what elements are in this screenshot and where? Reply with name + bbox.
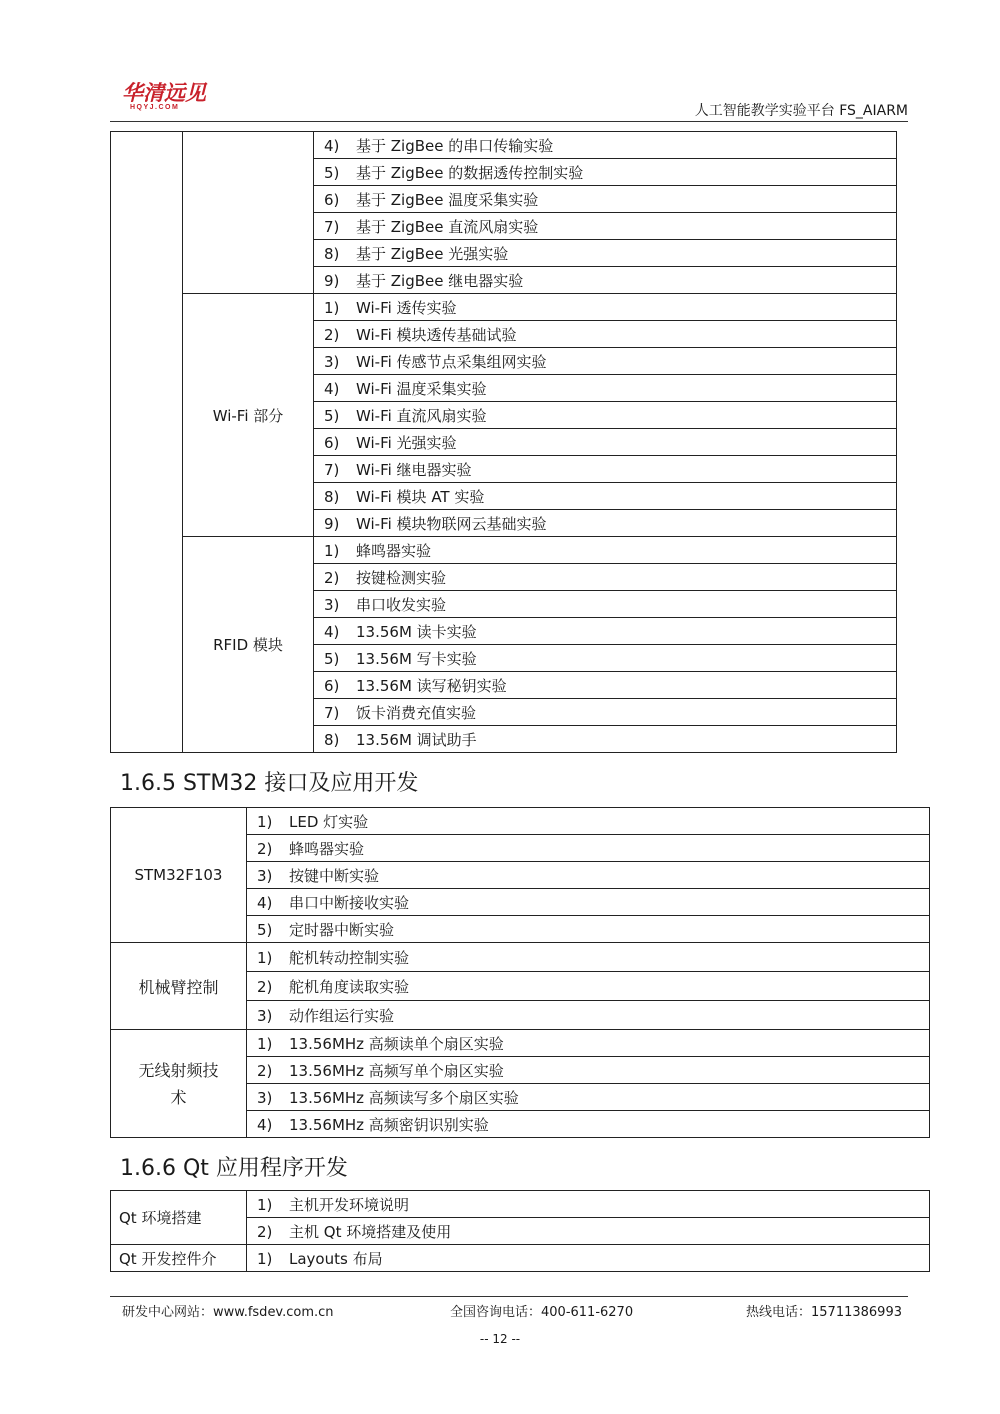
list-item: 4) 13.56MHz 高频密钥识别实验 xyxy=(247,1111,930,1138)
header-divider xyxy=(110,121,908,122)
zigbee-category-cell xyxy=(183,132,314,294)
list-item: 7) 基于 ZigBee 直流风扇实验 xyxy=(314,213,897,240)
footer-website: 研发中心网站：www.fsdev.com.cn xyxy=(122,1305,334,1320)
header-title: 人工智能教学实验平台 FS_AIARM xyxy=(694,103,908,119)
list-item: 1) 13.56MHz 高频读单个扇区实验 xyxy=(247,1030,930,1057)
list-item: 6) 13.56M 读写秘钥实验 xyxy=(314,672,897,699)
qt-experiment-table xyxy=(110,1190,930,1272)
list-item: 1) 蜂鸣器实验 xyxy=(314,537,897,564)
list-item: 1) LED 灯实验 xyxy=(247,808,930,835)
list-item: 6) Wi-Fi 光强实验 xyxy=(314,429,897,456)
rfid-category-label: RFID 模块 xyxy=(183,537,314,753)
wifi-category-label: Wi-Fi 部分 xyxy=(183,294,314,537)
list-item: 5) 13.56M 写卡实验 xyxy=(314,645,897,672)
list-item: 4) Wi-Fi 温度采集实验 xyxy=(314,375,897,402)
table1-left-empty-cell xyxy=(111,132,183,753)
list-item: 2) 13.56MHz 高频写单个扇区实验 xyxy=(247,1057,930,1084)
list-item: 8) 13.56M 调试助手 xyxy=(314,726,897,753)
list-item: 4) 串口中断接收实验 xyxy=(247,889,930,916)
list-item: 4) 基于 ZigBee 的串口传输实验 xyxy=(314,132,897,159)
rf-category-label-line1: 无线射频技 xyxy=(138,1060,219,1080)
experiment-table-continued xyxy=(110,131,897,753)
list-item: 7) 饭卡消费充值实验 xyxy=(314,699,897,726)
logo-english-text: HQYJ.COM xyxy=(130,104,180,111)
list-item: 3) 13.56MHz 高频读写多个扇区实验 xyxy=(247,1084,930,1111)
list-item: 5) Wi-Fi 直流风扇实验 xyxy=(314,402,897,429)
company-logo xyxy=(122,82,206,112)
list-item: 3) 动作组运行实验 xyxy=(247,1001,930,1030)
list-item: 1) Wi-Fi 透传实验 xyxy=(314,294,897,321)
stm32-category-label: STM32F103 xyxy=(111,808,247,943)
list-item: 2) Wi-Fi 模块透传基础试验 xyxy=(314,321,897,348)
list-item: 1) Layouts 布局 xyxy=(247,1245,930,1272)
list-item: 2) 按键检测实验 xyxy=(314,564,897,591)
list-item: 3) Wi-Fi 传感节点采集组网实验 xyxy=(314,348,897,375)
list-item: 4) 13.56M 读卡实验 xyxy=(314,618,897,645)
list-item: 7) Wi-Fi 继电器实验 xyxy=(314,456,897,483)
stm32-experiment-table xyxy=(110,807,930,1138)
list-item: 8) Wi-Fi 模块 AT 实验 xyxy=(314,483,897,510)
list-item: 6) 基于 ZigBee 温度采集实验 xyxy=(314,186,897,213)
list-item: 8) 基于 ZigBee 光强实验 xyxy=(314,240,897,267)
section-heading-1-6-5: 1.6.5 STM32 接口及应用开发 xyxy=(120,771,419,796)
list-item: 2) 舵机角度读取实验 xyxy=(247,972,930,1001)
list-item: 3) 串口收发实验 xyxy=(314,591,897,618)
list-item: 3) 按键中断实验 xyxy=(247,862,930,889)
footer-divider xyxy=(110,1296,908,1297)
logo-chinese-text: 华清远见 xyxy=(122,81,206,105)
qt-env-category-label: Qt 环境搭建 xyxy=(111,1191,247,1245)
rf-category-label xyxy=(111,1030,247,1138)
robot-arm-category-label: 机械臂控制 xyxy=(111,943,247,1030)
footer-consult-phone: 全国咨询电话：400-611-6270 xyxy=(450,1305,634,1320)
list-item: 9) Wi-Fi 模块物联网云基础实验 xyxy=(314,510,897,537)
list-item: 2) 主机 Qt 环境搭建及使用 xyxy=(247,1218,930,1245)
list-item: 1) 主机开发环境说明 xyxy=(247,1191,930,1218)
qt-widgets-category-label: Qt 开发控件介 xyxy=(111,1245,247,1272)
footer-hotline: 热线电话：15711386993 xyxy=(746,1305,902,1320)
list-item: 5) 基于 ZigBee 的数据透传控制实验 xyxy=(314,159,897,186)
list-item: 1) 舵机转动控制实验 xyxy=(247,943,930,972)
rf-category-label-line2: 术 xyxy=(170,1087,187,1107)
page-number: -- 12 -- xyxy=(479,1332,521,1346)
list-item: 2) 蜂鸣器实验 xyxy=(247,835,930,862)
list-item: 5) 定时器中断实验 xyxy=(247,916,930,943)
list-item: 9) 基于 ZigBee 继电器实验 xyxy=(314,267,897,294)
section-heading-1-6-6: 1.6.6 Qt 应用程序开发 xyxy=(120,1156,348,1181)
